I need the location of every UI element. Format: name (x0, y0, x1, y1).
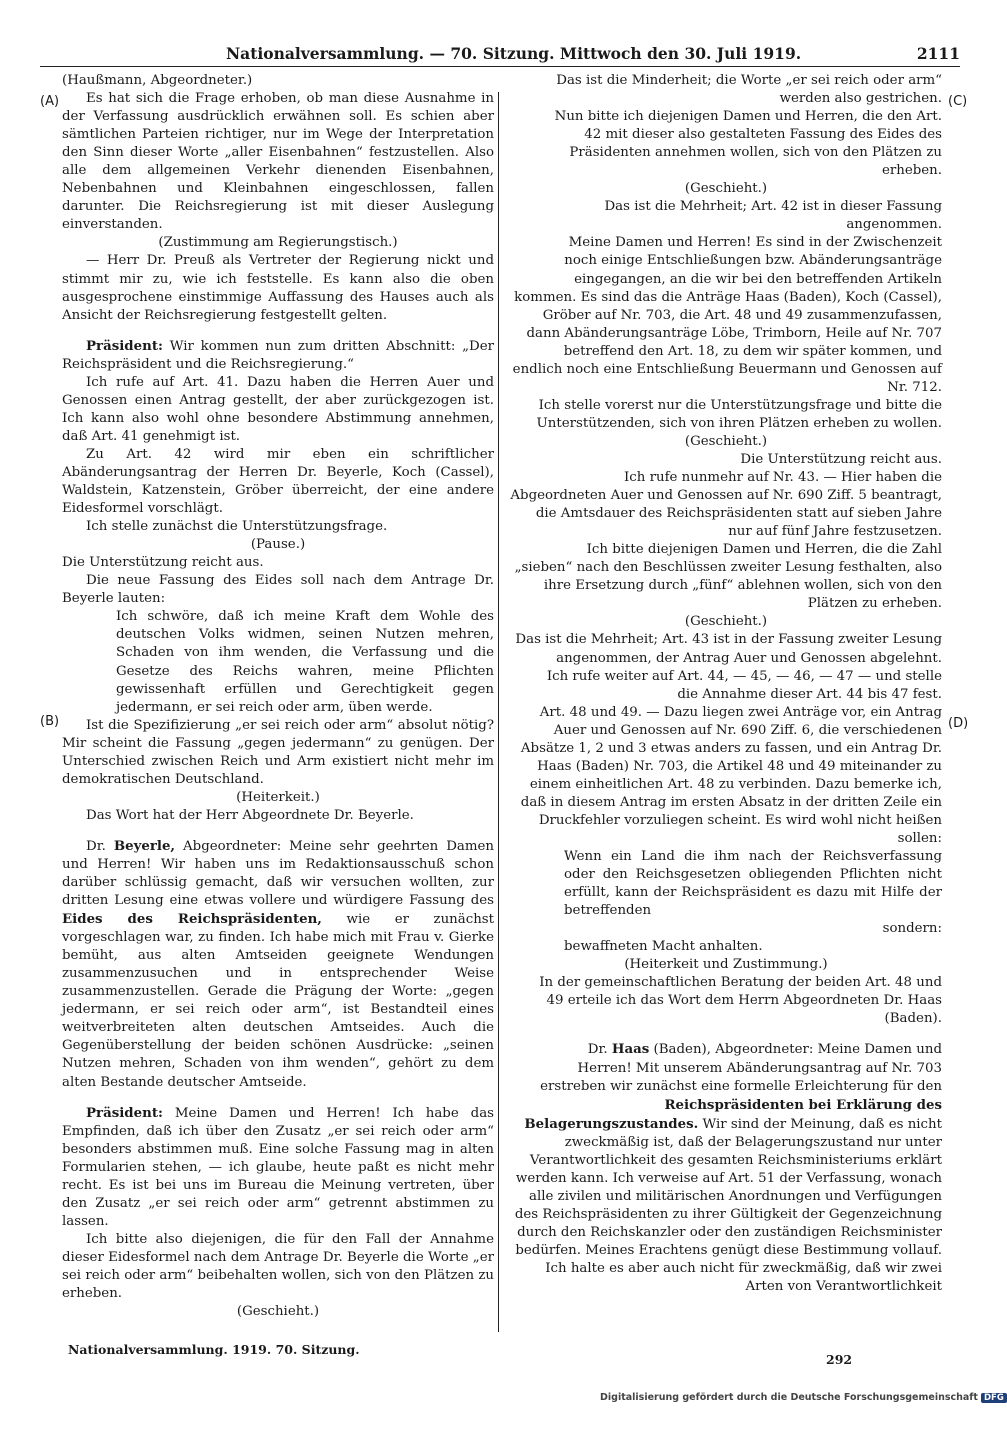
stage-direction: (Heiterkeit.) (236, 789, 320, 805)
stage-direction: (Zustimmung am Regierungstisch.) (158, 235, 398, 251)
right-column (510, 72, 942, 1296)
paragraph: Art. 48 und 49. — Dazu liegen zwei Anträge vor, ein Antrag Auer und Genossen auf Nr. 690 Ziff. 6, die verschiedenen Absätze 1, 2 und 3 etwas anders zu fassen, und ein Antrag Dr. Haas (Baden) Nr. 703, die Artikel 48 und 49 miteinander zu einem einheitlichen Art. 48 zu verbinden. Dazu bemerke ich, daß in diesem Antrag im ersten Absatz in der dritten Zeile ein Druckfehler vorzuliegen scheint. Es wird wohl nicht heißen sollen: (520, 704, 942, 846)
emphasis-text: Eides des Reichspräsidenten, (62, 911, 322, 928)
paragraph: Ich rufe nunmehr auf Nr. 43. — Hier haben die Abgeordneten Auer und Genossen auf Nr. 690 Ziff. 5 beantragt, die Amtsdauer des Reichspräsidenten statt auf sieben Jahre nur auf fünf Jahre festzusetzen. (510, 470, 942, 540)
margin-marker-a: (A) (40, 94, 60, 109)
quoted-text: bewaffneten Macht anhalten. (564, 939, 763, 955)
sheet-number: 292 (826, 1352, 853, 1367)
paragraph: — Herr Dr. Preuß als Vertreter der Regierung nickt und stimmt mir zu, wie ich feststelle. Es kann also die oben ausgesprochene einstimmige Auffassung des Hauses auch als Ansicht der Reichsregierung festgestellt gelten. (62, 253, 494, 323)
stage-direction: (Geschieht.) (684, 614, 768, 630)
speaker-reference: (Haußmann, Abgeordneter.) (62, 73, 253, 88)
stage-direction: (Geschieht.) (684, 433, 768, 449)
header-title: Nationalversammlung. — 70. Sitzung. Mittwoch den 30. Juli 1919. (226, 44, 802, 63)
speech-text: Meine Damen und Herren! Ich habe das Empfinden, daß ich über den Zusatz „er sei reich oder arm“ besonders abstimmen muß. Eine solche Fassung mag in alten Formularien stehen, — ich glaube, heute paßt es nicht mehr recht. Es ist bei uns im Bureau die Meinung vertreten, über den Zusatz „er sei reich oder arm“ getrennt abstimmen zu lassen. (62, 1105, 494, 1229)
speaker-title: Dr. (587, 1042, 612, 1058)
page-header (40, 40, 960, 67)
speech-beyerle (62, 837, 494, 1092)
speaker-name: Haas (611, 1041, 650, 1058)
margin-marker-b: (B) (40, 714, 60, 729)
paragraph: Zu Art. 42 wird mir eben ein schriftlicher Abänderungsantrag der Herren Dr. Beyerle, Koch (Cassel), Waldstein, Katzenstein, Gröber überreicht, der eine andere Eidesformel vorschlägt. (62, 446, 494, 517)
paragraph: In der gemeinschaftlichen Beratung der beiden Art. 48 und 49 erteile ich das Wort dem Herrn Abgeordneten Dr. Haas (Baden). (539, 975, 942, 1027)
speech-text: Abgeordneter: Meine sehr geehrten Damen und Herren! Wir haben uns im Redaktionsausschuß schon darüber schlüssig gemacht, daß wir versuchen wollten, zur dritten Lesung eine etwas vollere und würdigere Fassung des (62, 838, 495, 909)
paragraph: Ist die Spezifizierung „er sei reich oder arm“ absolut nötig? Mir scheint die Fassung „gegen jedermann“ zu genügen. Der Unterschied zwischen Reich und Arm existiert nicht mehr im demokratischen Deutschland. (62, 717, 494, 787)
paragraph: Ich rufe auf Art. 41. Dazu haben die Herren Auer und Genossen einen Antrag gestellt, der aber zurückgezogen ist. Ich kann also wohl ohne besondere Abstimmung annehmen, daß Art. 41 genehmigt ist. (62, 374, 494, 444)
speech-haas (510, 1040, 942, 1296)
dfg-logo: DFG (981, 1393, 1007, 1403)
margin-marker-c: (C) (948, 94, 968, 109)
paragraph: Es hat sich die Frage erhoben, ob man diese Ausnahme in der Verfassung ausdrücklich erwähnen soll. Es schien aber sämtlichen Parteien richtiger, nur im Wege der Interpretation den Sinn dieser Worte „aller Eisenbahnen“ festzustellen. Also alle dem allgemeinen Verkehr dienenden Eisenbahnen, Nebenbahnen und Kleinbahnen eingeschlossen, fallen darunter. Die Reichsregierung ist mit dieser Auslegung einverstanden. (62, 91, 494, 233)
paragraph: Das ist die Mehrheit; Art. 43 ist in der Fassung zweiter Lesung angenommen, der Antrag Auer und Genossen abgelehnt. (515, 632, 942, 666)
dfg-credit-text: Digitalisierung gefördert durch die Deutsche Forschungsgemeinschaft (600, 1392, 978, 1403)
quoted-oath: Ich schwöre, daß ich meine Kraft dem Wohle des deutschen Volks widmen, seinen Nutzen mehren, Schaden von ihm wenden, die Verfassung und die Gesetze des Reichs wahren, meine Pflichten gewissenhaft erfüllen und Gerechtigkeit gegen jedermann, er sei reich oder arm, üben werde. (116, 609, 494, 715)
paragraph: Ich bitte also diejenigen, die für den Fall der Annahme dieser Eidesformel nach dem Antrage Dr. Beyerle die Worte „er sei reich oder arm“ beibehalten wollen, sich von den Plätzen zu erheben. (62, 1231, 494, 1302)
speech-text: wie er zunächst vorgeschlagen war, zu finden. Ich habe mich mit Frau v. Gierke bemüht, aus alten Amtseiden geeignete Wendungen zusammenzusuchen und in entsprechender Weise zusammenzustellen. Gerade die Prägung der Worte: „gegen jedermann, er sei reich oder arm“, ist Bestandteil eines weitverbreiteten alten deutschen Amtseides. Auch die Gegenüberstellung der beiden schönen Ausdrücke: „seinen Nutzen mehren, Schaden von ihm wenden“, gehört zu dem alten Bestande deutscher Amtseide. (62, 912, 494, 1090)
stage-direction: (Pause.) (250, 537, 306, 553)
paragraph: Ich rufe weiter auf Art. 44, — 45, — 46, — 47 — und stelle die Annahme dieser Art. 44 bis 47 fest. (546, 668, 942, 702)
paragraph: Das ist die Mehrheit; Art. 42 ist in dieser Fassung angenommen. (604, 199, 942, 233)
speech-text: Wir sind der Meinung, daß es nicht zweckmäßig ist, daß der Belagerungszustand nur unter Verantwortlichkeit des gesamten Reichsministeriums erklärt werden kann. Ich verweise auf Art. 51 der Verfassung, wonach alle zivilen und militärischen Anordnungen und Verfügungen des Reichspräsidenten zu ihrer Gültigkeit der Gegenzeichnung durch den Reichskanzler oder den zuständigen Reichsminister bedürfen. Meines Erachtens genügt diese Bestimmung vollauf. Ich halte es aber auch nicht für zweckmäßig, daß wir zwei Arten von Verantwortlichkeit (514, 1116, 942, 1295)
speech-praesident (62, 337, 494, 374)
column-divider (498, 92, 499, 1332)
paragraph: sondern: (882, 921, 942, 937)
stage-direction: (Geschieht.) (236, 1304, 320, 1320)
paragraph: Das Wort hat der Herr Abgeordnete Dr. Beyerle. (86, 807, 414, 823)
emphasis-text: Reichspräsidenten bei Erklärung des Belagerungszustandes. (524, 1096, 942, 1132)
speech-praesident (62, 1104, 494, 1231)
stage-direction: (Heiterkeit und Zustimmung.) (624, 957, 828, 973)
speech-text: Wir kommen nun zum dritten Abschnitt: „Der Reichspräsident und die Reichsregierung.“ (62, 338, 494, 372)
dfg-credit (600, 1392, 1004, 1406)
paragraph: Die Unterstützung reicht aus. (740, 451, 942, 467)
speaker-name: Präsident: (86, 337, 163, 354)
page-number: 2111 (916, 44, 960, 63)
paragraph: Ich stelle zunächst die Unterstützungsfrage. (86, 519, 388, 535)
left-column (62, 72, 494, 1321)
paragraph: Meine Damen und Herren! Es sind in der Zwischenzeit noch einige Entschließungen bzw. Abänderungsanträge eingegangen, an die wir bei den betreffenden Artikeln kommen. Es sind das die Anträge Haas (Baden), Koch (Cassel), Gröber auf Nr. 703, die Art. 48 und 49 zusammenzufassen, dann Abänderungsanträge Löbe, Trimborn, Heile auf Nr. 707 betreffend den Art. 18, zu dem wir später kommen, und endlich noch eine Entschließung Beuermann und Genossen auf Nr. 712. (512, 235, 942, 395)
speaker-name: Präsident: (86, 1104, 163, 1121)
paragraph: Die neue Fassung des Eides soll nach dem Antrage Dr. Beyerle lauten: (62, 573, 494, 607)
footer-publication: Nationalversammlung. 1919. 70. Sitzung. (68, 1342, 360, 1357)
stage-direction: (Geschieht.) (684, 181, 768, 197)
margin-marker-d: (D) (948, 716, 969, 731)
paragraph: Nun bitte ich diejenigen Damen und Herren, die den Art. 42 mit dieser also gestalteten Fassung des Eides des Präsidenten annehmen wollen, sich von den Plätzen zu erheben. (554, 109, 942, 179)
paragraph: Ich stelle vorerst nur die Unterstützungsfrage und bitte die Unterstützenden, sich von ihren Plätzen erheben zu wollen. (536, 397, 942, 431)
paragraph: Die Unterstützung reicht aus. (62, 555, 264, 571)
speech-text: (Baden), Abgeordneter: Meine Damen und Herren! Mit unserem Abänderungsantrag auf Nr. 703 erstreben wir zunächst eine formelle Erleichterung für den (540, 1042, 942, 1094)
quoted-text: Wenn ein Land die ihm nach der Reichsverfassung oder den Reichsgesetzen obliegenden Pflichten nicht erfüllt, kann der Reichspräsident es dazu mit Hilfe der betreffenden (564, 849, 942, 919)
paragraph: Das ist die Minderheit; die Worte „er sei reich oder arm“ werden also gestrichen. (556, 73, 942, 107)
speaker-name: Beyerle, (113, 837, 176, 854)
paragraph: Ich bitte diejenigen Damen und Herren, die die Zahl „sieben“ nach den Beschlüssen zweiter Lesung festhalten, also ihre Ersetzung durch „fünf“ ablehnen wollen, sich von den Plätzen zu erheben. (514, 542, 942, 612)
speaker-title: Dr. (86, 838, 114, 854)
